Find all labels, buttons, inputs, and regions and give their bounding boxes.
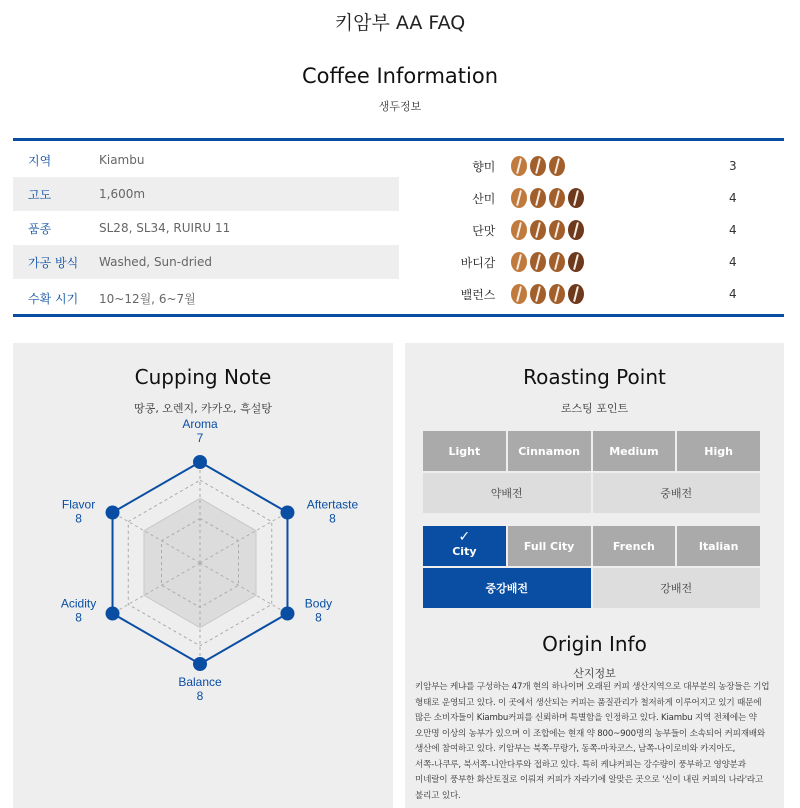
roast-groups-bottom — [423, 568, 760, 608]
radar-axis-value: 8 — [196, 689, 204, 703]
taste-label: 단맛 — [472, 223, 496, 238]
origin-info-subtitle: 산지정보 — [573, 667, 616, 680]
info-value: 10~12월, 6~7월 — [99, 291, 196, 306]
taste-row — [453, 151, 753, 181]
roast-level-cinnamon: Cinnamon — [508, 431, 591, 471]
radar-point — [106, 506, 120, 520]
roast-level-high: High — [677, 431, 760, 471]
coffee-bean-icon — [549, 188, 565, 208]
roast-level-french: French — [593, 526, 676, 566]
radar-point — [106, 607, 120, 621]
roast-level-city — [423, 526, 506, 566]
radar-axis-value: 8 — [75, 610, 82, 625]
radar-axis-label: Flavor — [61, 497, 96, 512]
coffee-bean-icon — [511, 284, 527, 304]
info-label: 지역 — [28, 153, 52, 168]
origin-line: 키암부는 케냐를 구성하는 47개 현의 하나이며 오래된 커피 생산지역으로 대부분의 농장들은 기업 — [415, 682, 770, 692]
radar-axis-value: 8 — [329, 511, 336, 526]
origin-line: 서쪽-나쿠루, 북서쪽-니안다루와 접하고 있다. 특히 케냐커피는 강수량이 풍부하고 영양분과 — [415, 759, 746, 770]
coffee-bean-icon — [568, 284, 584, 304]
origin-line: 오만명 이상의 농부가 있으며 이 조합에는 현재 약 800~900명의 농부들이 소속되어 커피재배와 — [415, 728, 766, 739]
origin-line: 불리고 있다. — [415, 790, 461, 801]
cupping-note-subtitle: 땅콩, 오렌지, 카카오, 흑설탕 — [134, 402, 272, 415]
origin-info-title: Origin Info — [542, 632, 647, 656]
radar-axis-label: Aroma — [182, 417, 218, 431]
coffee-bean-icon — [568, 220, 584, 240]
taste-row — [453, 247, 753, 277]
origin-line: 형태로 운영되고 있다. 이 곳에서 생산되는 커피는 품질관리가 철저하게 이루어지고 있기 때문에 — [415, 697, 762, 708]
roast-group-medium-dark: 중강배전 — [423, 568, 591, 608]
info-value: Washed, Sun-dried — [99, 255, 212, 269]
coffee-bean-icon — [549, 220, 565, 240]
coffee-bean-icon — [530, 156, 546, 176]
radar-axis-label: Aftertaste — [306, 497, 359, 512]
coffee-info-title: Coffee Information — [301, 64, 499, 88]
origin-line: 미네랄이 풍부한 화산토질로 이뤄져 커피가 자라기에 알맞은 곳으로 '신이 내린 커피의 나라'라고 — [415, 775, 764, 785]
roast-level-light: Light — [423, 431, 506, 471]
coffee-bean-icon — [530, 188, 546, 208]
radar-axis-value: 7 — [196, 431, 204, 445]
roast-group-medium: 중배전 — [593, 473, 761, 513]
coffee-bean-icon — [549, 252, 565, 272]
page-title: 키암부 AA FAQ — [334, 12, 466, 34]
radar-point — [193, 657, 207, 671]
info-row-harvest — [13, 281, 399, 315]
roasting-point-subtitle: 로스팅 포인트 — [560, 402, 629, 415]
radar-axis-value: 8 — [315, 610, 322, 625]
info-value: SL28, SL34, RUIRU 11 — [99, 221, 231, 235]
taste-rating — [503, 252, 633, 272]
coffee-bean-icon — [549, 284, 565, 304]
roast-level-full-city: Full City — [508, 526, 591, 566]
coffee-bean-icon — [511, 188, 527, 208]
coffee-info-table — [13, 138, 784, 317]
coffee-bean-icon — [511, 156, 527, 176]
info-row-region — [13, 143, 399, 177]
cupping-radar-chart — [13, 417, 393, 763]
info-label: 수확 시기 — [28, 291, 79, 306]
taste-value: 4 — [728, 191, 737, 205]
origin-info-text — [415, 680, 775, 804]
info-value: 1,600m — [99, 187, 146, 201]
info-row-altitude — [13, 177, 399, 211]
coffee-bean-icon — [511, 220, 527, 240]
radar-point — [280, 607, 294, 621]
coffee-bean-icon — [530, 252, 546, 272]
taste-value: 4 — [728, 255, 737, 269]
cupping-note-title: Cupping Note — [134, 365, 272, 389]
taste-value: 3 — [728, 159, 737, 173]
info-row-variety — [13, 211, 399, 245]
radar-axis-label: Body — [304, 596, 333, 611]
taste-value: 4 — [728, 287, 737, 301]
roast-group-light: 약배전 — [423, 473, 591, 513]
info-row-process — [13, 245, 399, 279]
roast-levels-top — [423, 431, 760, 471]
info-label: 가공 방식 — [28, 255, 79, 270]
taste-value: 4 — [728, 223, 737, 237]
taste-row — [453, 215, 753, 245]
info-label: 고도 — [28, 187, 52, 202]
taste-label: 바디감 — [460, 255, 496, 270]
taste-rating — [503, 156, 633, 176]
taste-label: 밸런스 — [460, 287, 496, 302]
roast-level-label: City — [452, 544, 477, 558]
radar-point — [193, 455, 207, 469]
coffee-bean-icon — [530, 220, 546, 240]
info-value: Kiambu — [99, 153, 145, 167]
roasting-point-panel — [405, 343, 784, 808]
coffee-bean-icon — [568, 252, 584, 272]
coffee-info-subtitle: 생두정보 — [378, 100, 422, 113]
roast-levels-bottom — [423, 526, 760, 566]
roast-level-italian: Italian — [677, 526, 760, 566]
radar-point — [280, 506, 294, 520]
radar-axis-label: Acidity — [60, 596, 97, 611]
coffee-bean-icon — [568, 188, 584, 208]
checkmark-icon: ✓ — [458, 529, 471, 545]
info-label: 품종 — [28, 221, 52, 236]
roast-group-dark: 강배전 — [593, 568, 761, 608]
roasting-point-title: Roasting Point — [523, 365, 666, 389]
taste-row — [453, 279, 753, 309]
radar-axis-label: Balance — [178, 675, 222, 689]
taste-rating — [503, 188, 633, 208]
taste-rating — [503, 284, 633, 304]
origin-line: 생산에 참여하고 있다. 키암부는 북쪽-무랑가, 동쪽-마차코스, 남쪽-나이로비와 카지아도, — [415, 744, 736, 754]
taste-label: 향미 — [472, 159, 496, 174]
radar-axis-value: 8 — [75, 511, 82, 526]
roast-groups-top — [423, 473, 760, 513]
taste-label: 산미 — [472, 191, 496, 206]
coffee-bean-icon — [530, 284, 546, 304]
origin-line: 많은 소비자들이 Kiambu커피를 신뢰하며 특별함을 인정하고 있다. Kiambu 지역 전체에는 약 — [415, 713, 757, 723]
coffee-bean-icon — [511, 252, 527, 272]
taste-row — [453, 183, 753, 213]
coffee-bean-icon — [549, 156, 565, 176]
roast-level-medium: Medium — [593, 431, 676, 471]
cupping-note-panel — [13, 343, 393, 808]
taste-rating — [503, 220, 633, 240]
